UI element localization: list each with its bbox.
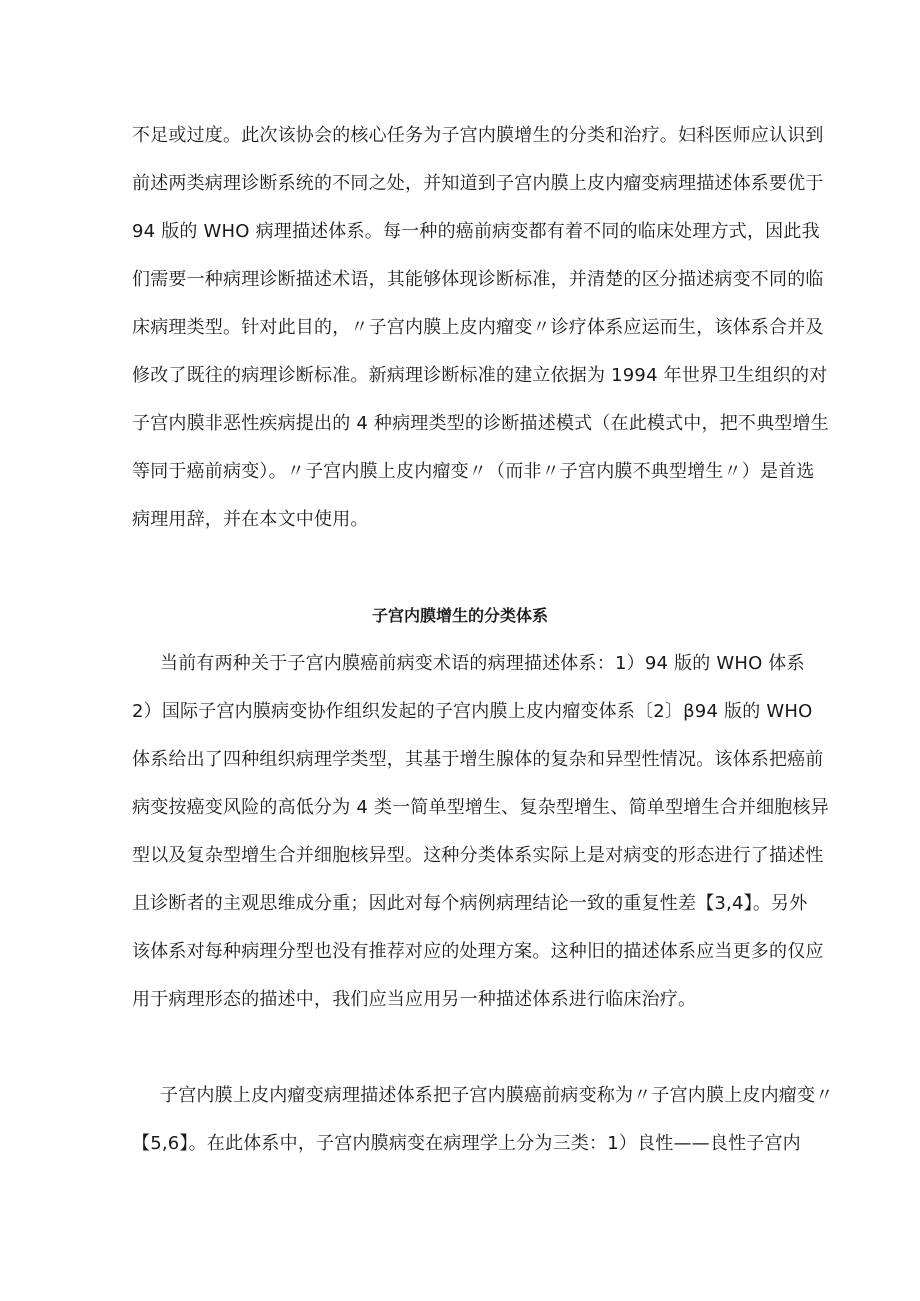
paragraph-1-line-8: 等同于癌前病变）。〃子宫内膜上皮内瘤变〃（而非〃子宫内膜不典型增生〃）是首选 (132, 461, 815, 482)
paragraph-1-line-9: 病理用辞，并在本文中使用。 (132, 509, 369, 530)
paragraph-1-line-5: 床病理类型。针对此目的，〃子宫内膜上皮内瘤变〃诊疗体系应运而生，该体系合并及 (132, 317, 824, 338)
paragraph-2-line-1: 当前有两种关于子宫内膜癌前病变术语的病理描述体系：1）94 版的 WHO 体系 (160, 653, 805, 674)
paragraph-2-line-2: 2）国际子宫内膜病变协作组织发起的子宫内膜上皮内瘤变体系〔2〕β94 版的 WHO (132, 701, 813, 722)
section-heading: 子宫内膜增生的分类体系 (371, 606, 548, 625)
paragraph-1-line-1: 不足或过度。此次该协会的核心任务为子宫内膜增生的分类和治疗。妇科医师应认识到 (132, 125, 824, 146)
paragraph-2-line-7: 该体系对每种病理分型也没有推荐对应的处理方案。这种旧的描述体系应当更多的仅应 (132, 941, 824, 962)
paragraph-3-line-1: 子宫内膜上皮内瘤变病理描述体系把子宫内膜癌前病变称为〃子宫内膜上皮内瘤变〃 (160, 1085, 834, 1106)
paragraph-2-line-3: 体系给出了四种组织病理学类型，其基于增生腺体的复杂和异型性情况。该体系把癌前 (132, 749, 824, 770)
paragraph-1-line-2: 前述两类病理诊断系统的不同之处，并知道到子宫内膜上皮内瘤变病理描述体系要优于 (132, 173, 824, 194)
paragraph-2-line-8: 用于病理形态的描述中，我们应当应用另一种描述体系进行临床治疗。 (132, 989, 697, 1010)
paragraph-1-line-6: 修改了既往的病理诊断标准。新病理诊断标准的建立依据为 1994 年世界卫生组织的对 (132, 365, 828, 386)
paragraph-3-line-2: 【5,6】。在此体系中，子宫内膜病变在病理学上分为三类：1）良性——良性子宫内 (132, 1133, 801, 1154)
paragraph-1-line-7: 子宫内膜非恶性疾病提出的 4 种病理类型的诊断描述模式（在此模式中，把不典型增生 (132, 413, 829, 434)
paragraph-2-line-4: 病变按癌变风险的高低分为 4 类一简单型增生、复杂型增生、简单型增生合并细胞核异 (132, 797, 829, 818)
paragraph-1-line-3: 94 版的 WHO 病理描述体系。每一种的癌前病变都有着不同的临床处理方式，因此我 (132, 221, 820, 242)
paragraph-2-line-5: 型以及复杂型增生合并细胞核异型。这种分类体系实际上是对病变的形态进行了描述性 (132, 845, 824, 866)
paragraph-1-line-4: 们需要一种病理诊断描述术语，其能够体现诊断标准，并清楚的区分描述病变不同的临 (132, 269, 824, 290)
paragraph-2-line-6: 且诊断者的主观思维成分重；因此对每个病例病理结论一致的重复性差【3,4】。另外 (132, 893, 808, 914)
